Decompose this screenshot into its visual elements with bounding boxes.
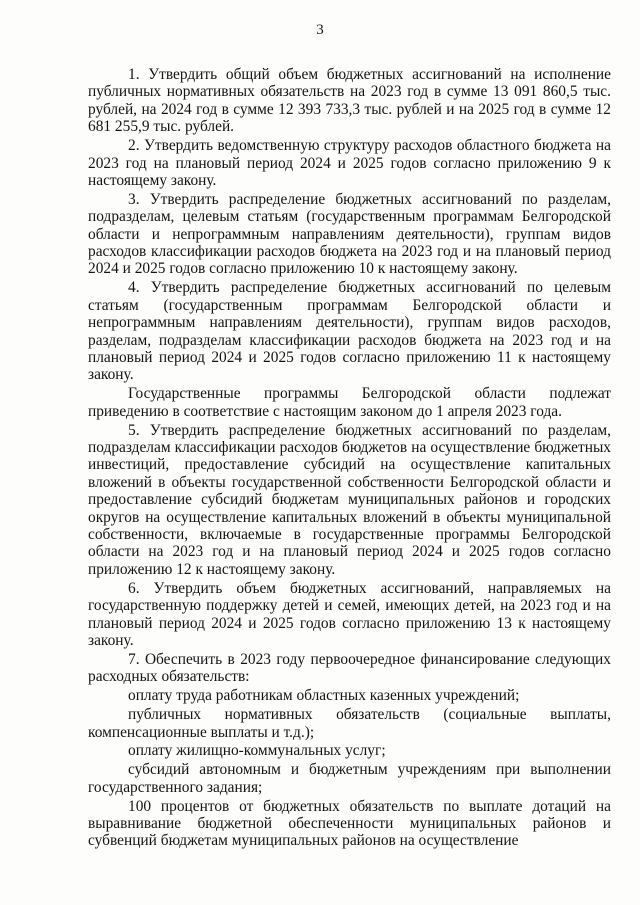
list-item-utilities: оплату жилищно-коммунальных услуг;	[128, 742, 386, 760]
list-item-public-obligations: публичных нормативных обязательств (социальные выплаты, компенсационные выплаты и т.д.);	[88, 706, 611, 741]
paragraph-4: 4. Утвердить распределение бюджетных ассигнований по целевым статьям (государственным программам Белгородской области и непрограммным направлениям деятельности), группам видов расходов, разделам, подразделам классификации расходов бюджета на 2023 год и на плановый период 2024 и 2025 годов согласно приложению 11 к настоящему закону.	[88, 279, 611, 384]
paragraph-7: 7. Обеспечить в 2023 году первоочередное финансирование следующих расходных обязательств:	[88, 650, 611, 686]
document-body	[88, 66, 611, 850]
paragraph-5: 5. Утвердить распределение бюджетных ассигнований по разделам, подразделам классификации расходов бюджетов на осуществление бюджетных инвестиций, предоставление субсидий на осуществление капитальных вложений в объекты государственной собственности Белгородской области и предоставление субсидий бюджетам муниципальных районов и городских округов на осуществление капитальных вложений в объекты муниципальной собственности, включаемые в государственные программы Белгородской области на 2023 год и на плановый период 2024 и 2025 годов согласно приложению 12 к настоящему закону.	[88, 421, 611, 578]
paragraph-1: 1. Утвердить общий объем бюджетных ассигнований на исполнение публичных нормативных обязательств на 2023 год в сумме 13 091 860,5 тыс. рублей, на 2024 год в сумме 12 393 733,3 тыс. рублей и на 2025 год в сумме 12 681 255,9 тыс. рублей.	[88, 66, 611, 136]
page-number: 3	[316, 22, 324, 38]
paragraph-3: 3. Утвердить распределение бюджетных ассигнований по разделам, подразделам, целевым статьям (государственным программам Белгородской области и непрограммным направлениям деятельности), группам видов расходов классификации расходов бюджета на 2023 год и на плановый период 2024 и 2025 годов согласно приложению 10 к настоящему закону.	[88, 190, 611, 278]
paragraph-programs: Государственные программы Белгородской области подлежат приведению в соответствие с настоящим законом до 1 апреля 2023 года.	[88, 385, 611, 420]
paragraph-6: 6. Утвердить объем бюджетных ассигнований, направляемых на государственную поддержку детей и семей, имеющих детей, на 2023 год и на плановый период 2024 и 2025 годов согласно приложению 13 к настоящему закону.	[88, 579, 611, 649]
list-item-subsidies: субсидий автономным и бюджетным учреждениям при выполнении государственного задания;	[88, 761, 611, 796]
list-item-grants: 100 процентов от бюджетных обязательств по выплате дотаций на выравнивание бюджетной обеспеченности муниципальных районов и субвенций бюджетам муниципальных районов на осуществление	[88, 797, 611, 850]
paragraph-2: 2. Утвердить ведомственную структуру расходов областного бюджета на 2023 год на плановый период 2024 и 2025 годов согласно приложению 9 к настоящему закону.	[88, 137, 611, 189]
list-item-salaries: оплату труда работникам областных казенных учреждений;	[128, 687, 520, 705]
